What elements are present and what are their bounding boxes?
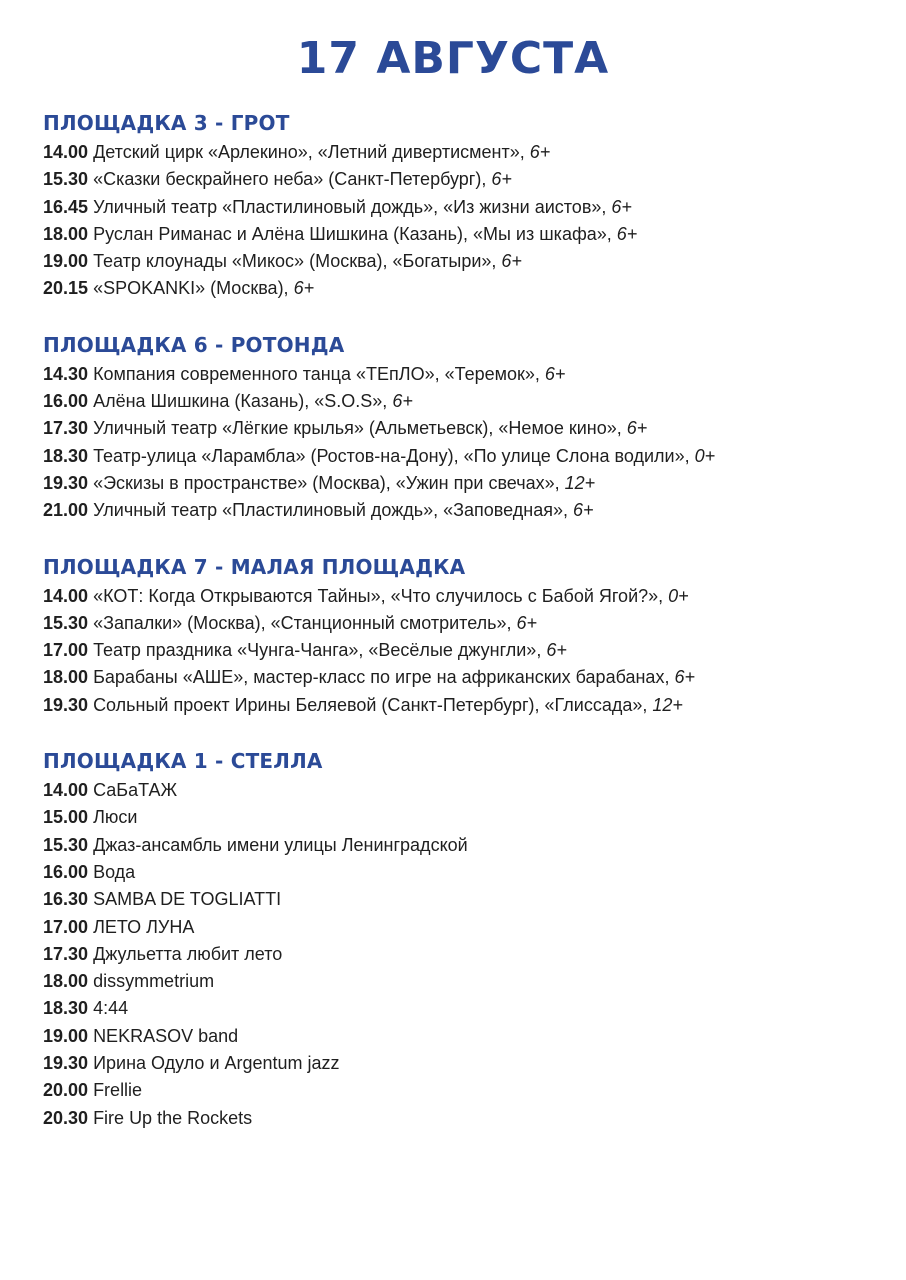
- schedule-row: [43, 1050, 883, 1077]
- event-time: 18.00: [43, 667, 89, 688]
- event-text: Алёна Шишкина (Казань), «S.O.S»,: [93, 391, 393, 412]
- age-rating: 12+: [564, 472, 596, 493]
- age-rating: 0+: [668, 585, 689, 606]
- schedule-row: [43, 166, 883, 193]
- event-text: Уличный театр «Лёгкие крылья» (Альметьевск), «Немое кино»,: [93, 418, 627, 439]
- age-rating: 6+: [516, 612, 538, 633]
- event-text: СаБаТАЖ: [93, 780, 178, 801]
- event-time: 15.00: [43, 807, 89, 828]
- schedule-row: [43, 470, 883, 497]
- age-rating: 6+: [616, 223, 638, 244]
- event-time: 16.30: [43, 889, 89, 910]
- event-time: 21.00: [43, 500, 89, 521]
- event-time: 18.00: [43, 971, 89, 992]
- schedule-row: [43, 139, 883, 166]
- event-time: 20.15: [43, 278, 89, 299]
- event-time: 19.00: [43, 1025, 89, 1046]
- event-time: 18.30: [43, 445, 89, 466]
- schedule-row: [43, 1105, 883, 1132]
- event-text: Театр праздника «Чунга-Чанга», «Весёлые джунгли»,: [93, 640, 547, 661]
- event-time: 15.30: [43, 612, 89, 633]
- section-title: ПЛОЩАДКА 1 - СТЕЛЛА: [43, 749, 323, 774]
- schedule-row: [43, 415, 883, 442]
- event-time: 15.30: [43, 834, 89, 855]
- event-time: 17.00: [43, 640, 89, 661]
- schedule-row: [43, 804, 883, 831]
- schedule-row: [43, 443, 883, 470]
- age-rating: 6+: [546, 640, 567, 661]
- schedule-row: [43, 995, 883, 1022]
- age-rating: 6+: [392, 391, 413, 412]
- schedule-row: [43, 664, 883, 691]
- event-time: 14.00: [43, 780, 89, 801]
- age-rating: 6+: [573, 500, 594, 521]
- schedule-row: [43, 248, 883, 275]
- event-text: Руслан Риманас и Алёна Шишкина (Казань), «Мы из шкафа»,: [93, 223, 617, 244]
- event-text: ЛЕТО ЛУНА: [93, 916, 195, 937]
- event-time: 16.00: [43, 391, 89, 412]
- event-time: 19.30: [43, 1053, 89, 1074]
- event-text: NEKRASOV band: [93, 1025, 239, 1046]
- schedule-row: [43, 610, 883, 637]
- event-text: «Сказки бескрайнего неба» (Санкт-Петербург),: [93, 169, 492, 190]
- schedule-row: [43, 583, 883, 610]
- schedule-row: [43, 1023, 883, 1050]
- event-time: 14.00: [43, 585, 89, 606]
- event-text: Fire Up the Rockets: [93, 1107, 253, 1128]
- event-time: 19.00: [43, 251, 89, 272]
- schedule-row: [43, 1077, 883, 1104]
- age-rating: 0+: [694, 445, 716, 466]
- event-text: 4:44: [93, 998, 129, 1019]
- event-text: Вода: [93, 861, 136, 882]
- page-title: 17 АВГУСТА: [296, 33, 610, 84]
- event-text: Компания современного танца «ТЕпЛО», «Теремок»,: [93, 363, 545, 384]
- event-time: 18.30: [43, 998, 89, 1019]
- event-text: Джульетта любит лето: [93, 943, 283, 964]
- event-text: Уличный театр «Пластилиновый дождь», «Заповедная»,: [93, 500, 573, 521]
- schedule-row: [43, 886, 883, 913]
- section-title: ПЛОЩАДКА 6 - РОТОНДА: [43, 332, 345, 357]
- schedule-row: [43, 275, 883, 302]
- event-time: 19.30: [43, 694, 89, 715]
- event-time: 17.30: [43, 943, 89, 964]
- event-time: 17.00: [43, 916, 89, 937]
- event-time: 14.00: [43, 142, 89, 162]
- age-rating: 6+: [529, 142, 551, 162]
- schedule-row: [43, 777, 883, 804]
- age-rating: 12+: [652, 694, 683, 715]
- event-text: Уличный театр «Пластилиновый дождь», «Из жизни аистов»,: [93, 196, 612, 217]
- schedule-row: [43, 941, 883, 968]
- event-time: 16.00: [43, 861, 89, 882]
- event-text: Frellie: [93, 1080, 143, 1101]
- section-venue-6: [43, 331, 883, 525]
- schedule-row: [43, 859, 883, 886]
- section-venue-3: [43, 109, 883, 303]
- schedule-row: [43, 497, 883, 524]
- event-text: Ирина Одуло и Argentum jazz: [93, 1053, 340, 1074]
- event-time: 19.30: [43, 472, 89, 493]
- schedule-row: [43, 832, 883, 859]
- schedule-row: [43, 194, 883, 221]
- event-text: Джаз-ансамбль имени улицы Ленинградской: [93, 834, 468, 855]
- age-rating: 6+: [544, 363, 566, 384]
- event-text: «SPOKANKI» (Москва),: [93, 278, 294, 299]
- schedule: [43, 109, 883, 1132]
- event-text: Театр-улица «Ларамбла» (Ростов-на-Дону), «По улице Слона водили»,: [93, 445, 695, 466]
- event-text: Детский цирк «Арлекино», «Летний дивертисмент»,: [93, 142, 530, 162]
- event-text: «КОТ: Когда Открываются Тайны», «Что случилось с Бабой Ягой?»,: [93, 585, 669, 606]
- section-title: ПЛОЩАДКА 7 - МАЛАЯ ПЛОЩАДКА: [43, 554, 466, 579]
- event-time: 17.30: [43, 418, 89, 439]
- event-text: SAMBA DE TOGLIATTI: [93, 889, 282, 910]
- event-text: «Эскизы в пространстве» (Москва), «Ужин при свечах»,: [93, 472, 565, 493]
- schedule-row: [43, 968, 883, 995]
- schedule-row: [43, 637, 883, 664]
- schedule-row: [43, 914, 883, 941]
- event-text: Театр клоунады «Микос» (Москва), «Богатыри»,: [93, 251, 502, 272]
- event-time: 16.45: [43, 196, 89, 217]
- age-rating: 6+: [293, 278, 315, 299]
- age-rating: 6+: [491, 169, 512, 190]
- event-time: 15.30: [43, 169, 89, 190]
- schedule-row: [43, 221, 883, 248]
- schedule-row: [43, 692, 883, 719]
- section-venue-1: [43, 747, 883, 1132]
- event-time: 14.30: [43, 363, 89, 384]
- event-time: 18.00: [43, 223, 89, 244]
- age-rating: 6+: [626, 418, 648, 439]
- event-text: Барабаны «АШЕ», мастер-класс по игре на африканских барабанах,: [93, 667, 675, 688]
- section-title: ПЛОЩАДКА 3 - ГРОТ: [43, 111, 290, 135]
- schedule-row: [43, 361, 883, 388]
- event-time: 20.30: [43, 1107, 89, 1128]
- event-text: «Запалки» (Москва), «Станционный смотритель»,: [93, 612, 517, 633]
- event-text: Люси: [93, 807, 138, 828]
- schedule-row: [43, 388, 883, 415]
- event-text: Сольный проект Ирины Беляевой (Санкт-Петербург), «Глиссада»,: [93, 694, 653, 715]
- event-text: dissymmetrium: [93, 971, 215, 992]
- age-rating: 6+: [674, 667, 695, 688]
- age-rating: 6+: [501, 251, 522, 272]
- section-venue-7: [43, 553, 883, 719]
- event-time: 20.00: [43, 1080, 89, 1101]
- age-rating: 6+: [611, 196, 632, 217]
